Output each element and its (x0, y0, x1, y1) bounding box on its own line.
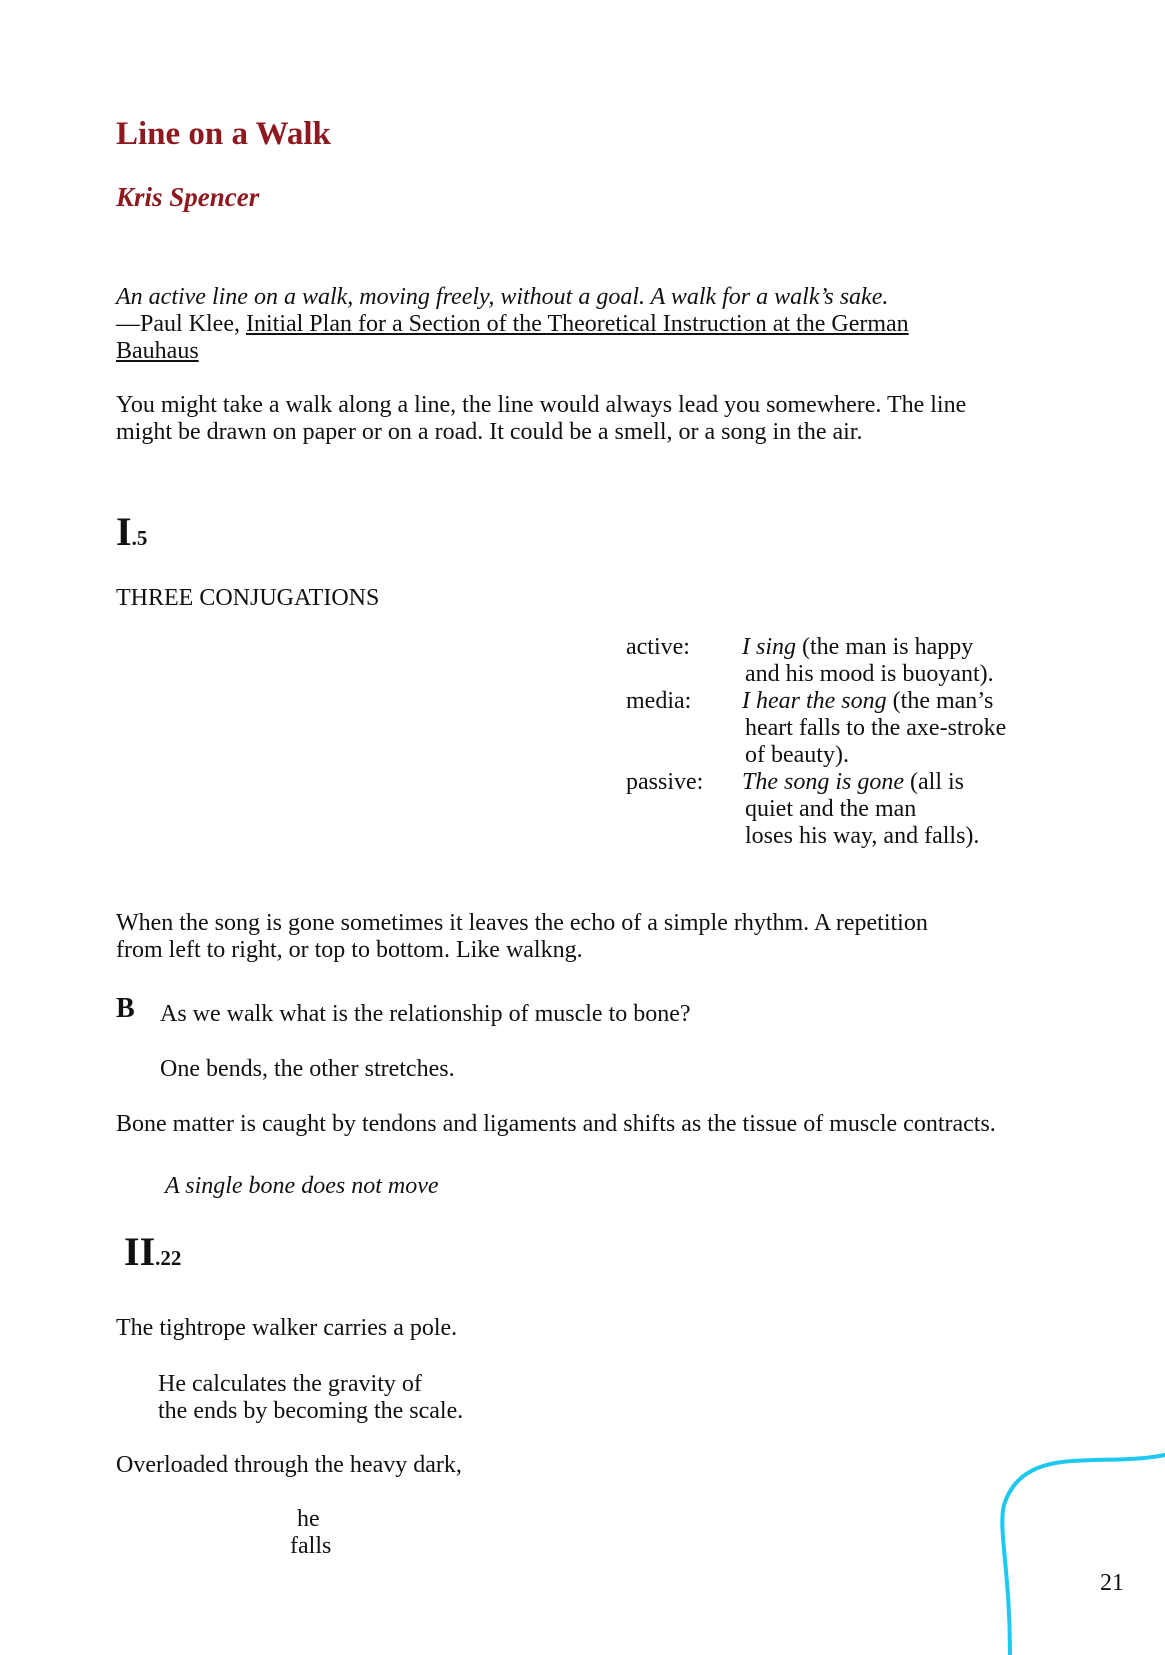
conjugation-passive-line3: loses his way, and falls). (745, 823, 980, 849)
b-marker: B (116, 993, 135, 1024)
word-he: he (297, 1506, 320, 1532)
b-question: As we walk what is the relationship of muscle to bone? (160, 1001, 691, 1027)
tightrope-line-3: Overloaded through the heavy dark, (116, 1452, 462, 1478)
epigraph-quote: An active line on a walk, moving freely, without a goal. A walk for a walk’s sake. (116, 284, 889, 310)
section-numeral: II (124, 1229, 156, 1274)
tightrope-line-1: The tightrope walker carries a pole. (116, 1315, 458, 1341)
conjugation-media-gloss: (the man’s (886, 688, 994, 714)
section-subnumber: .22 (155, 1246, 182, 1270)
conjugation-active-phrase: I sing (742, 634, 796, 660)
attribution-prefix: —Paul Klee, (116, 311, 246, 337)
section-subnumber: .5 (131, 526, 148, 550)
conjugation-label-media: media: (626, 688, 692, 714)
conjugation-passive-gloss: (all is (904, 769, 964, 795)
walking-line-stroke (1002, 1455, 1165, 1655)
author-name: Kris Spencer (116, 182, 260, 212)
conjugation-label-active: active: (626, 634, 690, 660)
echo-line-2: from left to right, or top to bottom. Like walkng. (116, 937, 583, 963)
conjugation-active-line2: and his mood is buoyant). (745, 661, 994, 687)
three-conjugations-heading: THREE CONJUGATIONS (116, 585, 380, 611)
section-numeral: I (116, 509, 132, 554)
source-title-line2: Bauhaus (116, 338, 199, 364)
poem-title: Line on a Walk (116, 116, 331, 152)
conjugation-media-line2: heart falls to the axe-stroke (745, 715, 1007, 741)
intro-line-2: might be drawn on paper or on a road. It could be a smell, or a song in the air. (116, 419, 863, 445)
tightrope-line-2b: the ends by becoming the scale. (158, 1398, 464, 1424)
single-bone-line: A single bone does not move (165, 1173, 439, 1199)
page-number: 21 (1100, 1570, 1124, 1596)
b-answer: One bends, the other stretches. (160, 1056, 455, 1082)
conjugation-label-passive: passive: (626, 769, 704, 795)
source-title-line1: Initial Plan for a Section of the Theoretical Instruction at the German (245, 311, 909, 337)
conjugation-media-phrase: I hear the song (742, 688, 887, 714)
conjugation-passive-phrase: The song is gone (742, 769, 904, 795)
tightrope-line-2a: He calculates the gravity of (158, 1371, 422, 1397)
conjugation-active-gloss: (the man is happy (796, 634, 974, 660)
conjugation-media-line3: of beauty). (745, 742, 849, 768)
intro-line-1: You might take a walk along a line, the line would always lead you somewhere. The line (116, 392, 967, 418)
word-falls: falls (290, 1533, 332, 1559)
conjugation-passive-line2: quiet and the man (745, 796, 917, 822)
echo-line-1: When the song is gone sometimes it leaves the echo of a simple rhythm. A repetition (116, 910, 928, 936)
bone-matter-line: Bone matter is caught by tendons and ligaments and shifts as the tissue of muscle contracts. (116, 1111, 996, 1137)
